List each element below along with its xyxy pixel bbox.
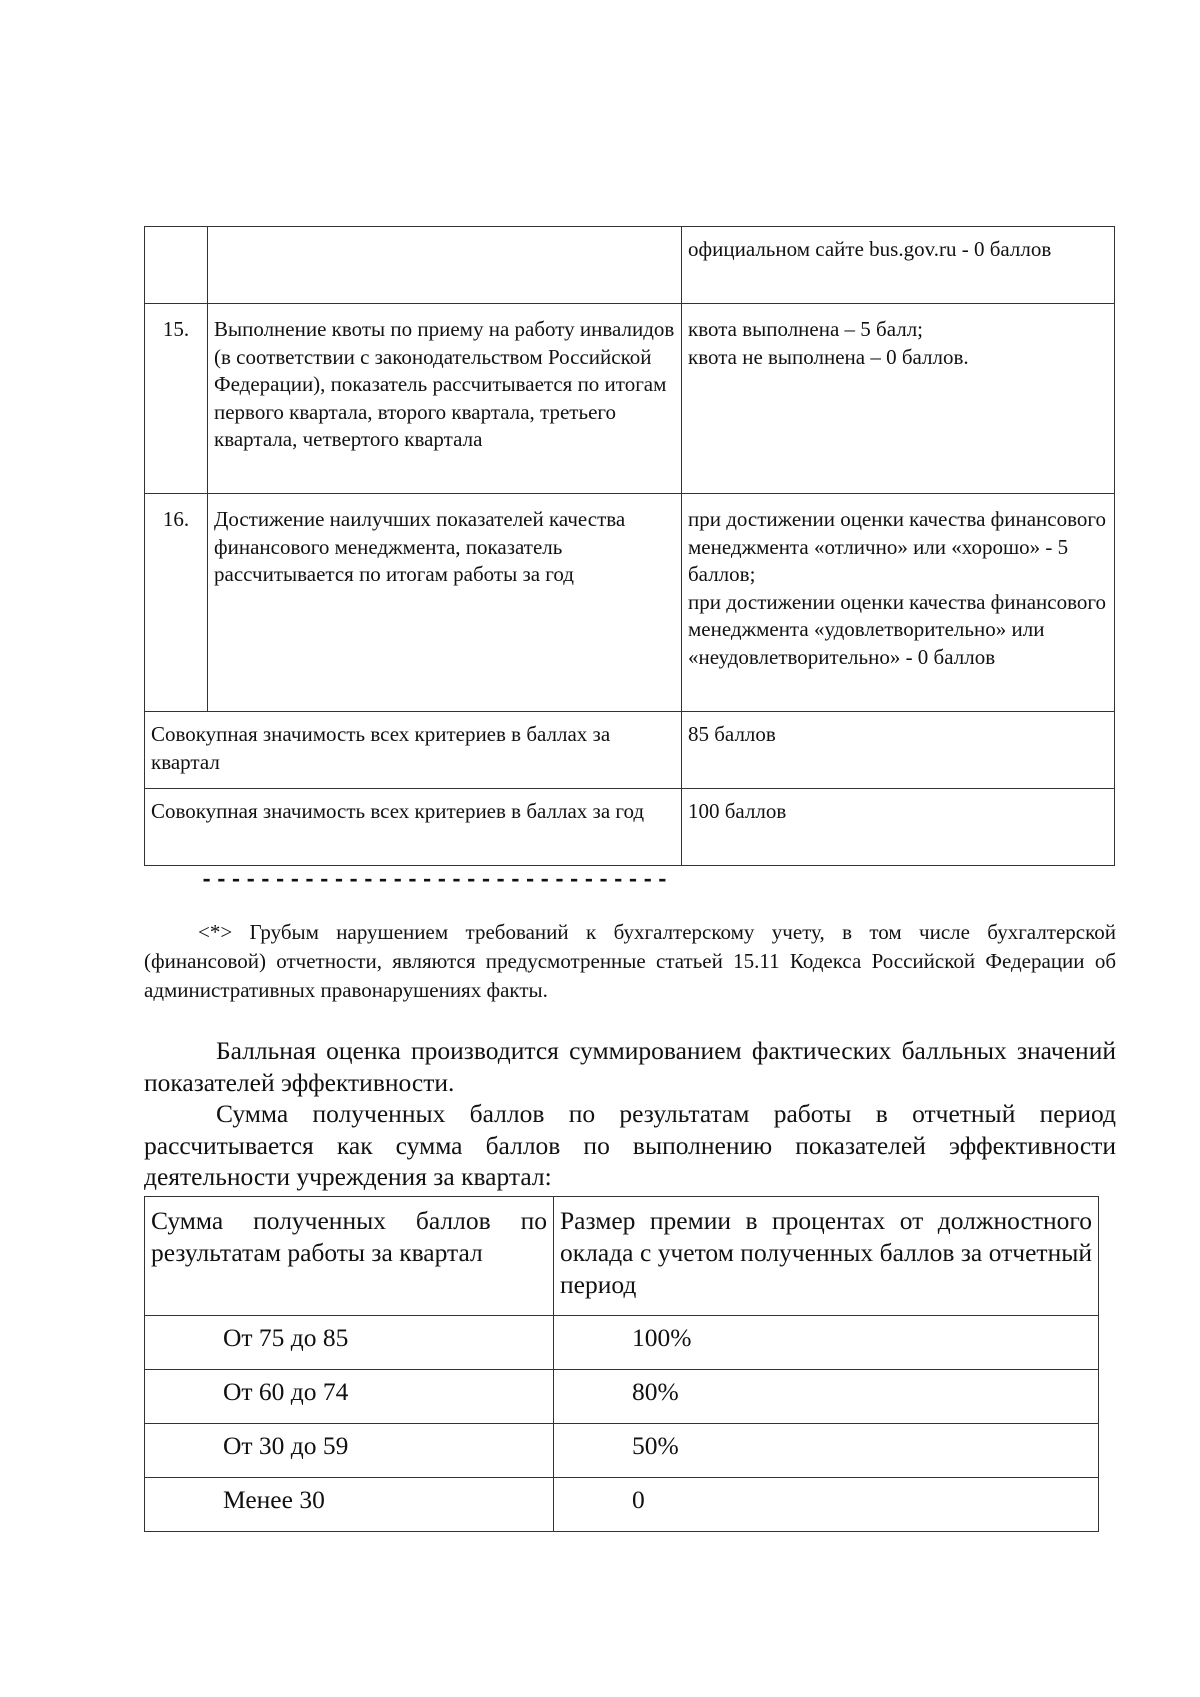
table-row <box>145 227 1115 304</box>
paragraph: Балльная оценка производится суммированием фактических балльных значений показателей эффективности. <box>144 1036 1116 1097</box>
footnote <box>144 918 1116 1005</box>
scoring-text: официальном сайте bus.gov.ru - 0 баллов <box>682 227 1115 304</box>
total-label: Совокупная значимость всех критериев в баллах за год <box>145 789 682 866</box>
points-range: От 60 до 74 <box>145 1370 554 1424</box>
table-row <box>145 1316 1099 1370</box>
row-number: 16. <box>145 494 208 712</box>
criterion-text: Выполнение квоты по приему на работу инвалидов (в соответствии с законодательством Российской Федерации), показатель рассчитывается по итогам первого квартала, второго квартала, третьего квартала, четвертого квартала <box>208 304 682 494</box>
bonus-percent: 80% <box>554 1370 1099 1424</box>
footnote-text: <*> Грубым нарушением требований к бухгалтерскому учету, в том числе бухгалтерской (финансовой) отчетности, являются предусмотренные статьей 15.11 Кодекса Российской Федерации об административных правонарушениях факты. <box>144 920 1116 1002</box>
row-number: 15. <box>145 304 208 494</box>
table-row <box>145 1424 1099 1478</box>
bonus-table-header <box>145 1197 1099 1316</box>
scoring-text: квота выполнена – 5 балл; квота не выполнена – 0 баллов. <box>682 304 1115 494</box>
table-row <box>145 1478 1099 1532</box>
points-range: Менее 30 <box>145 1478 554 1532</box>
total-row-quarter <box>145 712 1115 789</box>
paragraph: Сумма полученных баллов по результатам работы в отчетный период рассчитывается как сумма баллов по выполнению показателей эффективности деятельности учреждения за квартал: <box>144 1099 1116 1191</box>
table-row <box>145 304 1115 494</box>
points-range: От 75 до 85 <box>145 1316 554 1370</box>
header-cell-points: Сумма полученных баллов по результатам работы за квартал <box>145 1197 554 1316</box>
total-value: 100 баллов <box>682 789 1115 866</box>
bonus-percent: 100% <box>554 1316 1099 1370</box>
bonus-percent: 0 <box>554 1478 1099 1532</box>
table-row <box>145 1370 1099 1424</box>
header-cell-bonus: Размер премии в процентах от должностного оклада с учетом полученных баллов за отчетный период <box>554 1197 1099 1316</box>
total-label: Совокупная значимость всех критериев в баллах за квартал <box>145 712 682 789</box>
criteria-table <box>144 226 1115 866</box>
footnote-separator: -------------------------------- <box>200 868 671 893</box>
total-value: 85 баллов <box>682 712 1115 789</box>
scoring-text: при достижении оценки качества финансового менеджмента «отлично» или «хорошо» - 5 баллов; при достижении оценки качества финансового менеджмента «удовлетворительно» или «неудовлетворительно» - 0 баллов <box>682 494 1115 712</box>
total-row-year <box>145 789 1115 866</box>
points-range: От 30 до 59 <box>145 1424 554 1478</box>
criterion-text <box>208 227 682 304</box>
criterion-text: Достижение наилучших показателей качества финансового менеджмента, показатель рассчитывается по итогам работы за год <box>208 494 682 712</box>
table-row <box>145 494 1115 712</box>
body-text <box>144 1035 1116 1193</box>
bonus-table <box>144 1196 1099 1532</box>
bonus-percent: 50% <box>554 1424 1099 1478</box>
row-number <box>145 227 208 304</box>
